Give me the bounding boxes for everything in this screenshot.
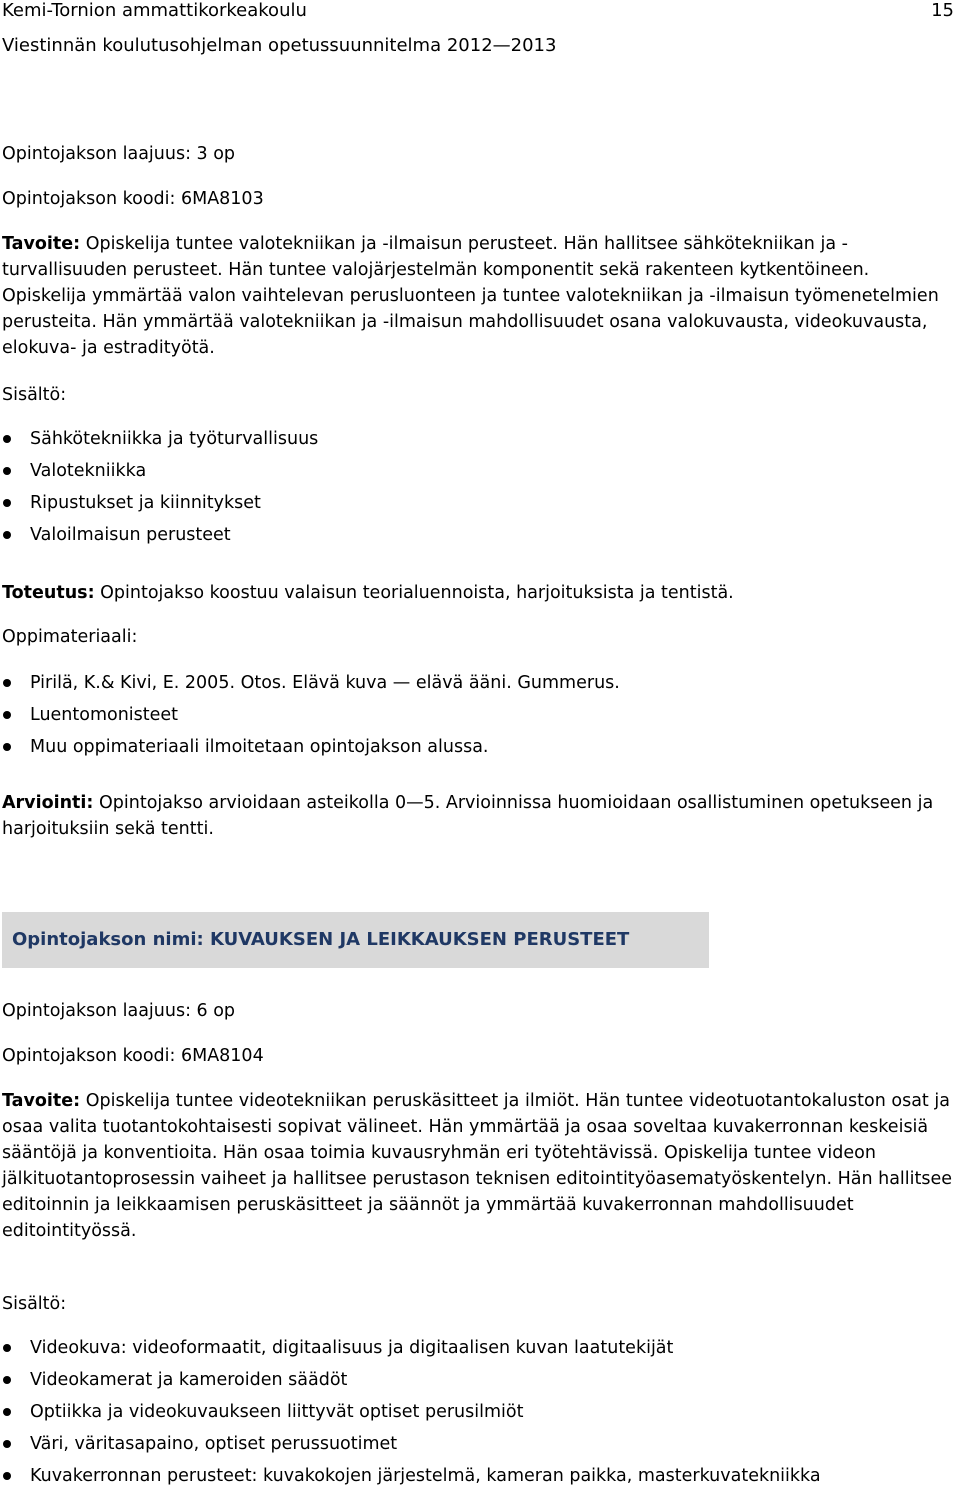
course1-goal-label: Tavoite: xyxy=(2,234,81,254)
course1-implementation-label: Toteutus: xyxy=(2,583,95,603)
list-item: Väri, väritasapaino, optiset perussuotimet xyxy=(0,1431,958,1463)
course1-materials-list xyxy=(0,670,958,766)
list-item: Videokamerat ja kameroiden säädöt xyxy=(0,1367,958,1399)
course1-goal-text: Opiskelija tuntee valotekniikan ja -ilmaisun perusteet. Hän hallitsee sähkötekniikan ja -turvallisuuden perusteet. Hän tuntee valojärjestelmän komponentit sekä rakenteen kytkentöineen. Opiskelija ymmärtää valon vaihtelevan perusluonteen ja tuntee valotekniikan ja -ilmaisun työmenetelmien perusteita. Hän ymmärtää valotekniikan ja -ilmaisun mahdollisuudet osana valokuvausta, videokuvausta, elokuva- ja estradityötä. xyxy=(2,234,939,358)
course2-code: Opintojakson koodi: 6MA8104 xyxy=(2,1046,264,1066)
course2-name-label: Opintojakson nimi: xyxy=(12,929,204,950)
course1-code: Opintojakson koodi: 6MA8103 xyxy=(2,189,264,209)
course1-assessment-text: Opintojakso arvioidaan asteikolla 0—5. Arvioinnissa huomioidaan osallistuminen opetukseen ja harjoituksiin sekä tentti. xyxy=(2,793,934,839)
list-item: Kuvakerronnan perusteet: kuvakokojen järjestelmä, kameran paikka, masterkuvatekniikka xyxy=(0,1463,958,1495)
list-item: Luentomonisteet xyxy=(0,702,958,734)
list-item: Pirilä, K.& Kivi, E. 2005. Otos. Elävä kuva — elävä ääni. Gummerus. xyxy=(0,670,958,702)
course1-materials-label: Oppimateriaali: xyxy=(2,627,138,647)
course1-scope: Opintojakson laajuus: 3 op xyxy=(2,144,236,164)
course2-title-box xyxy=(2,912,709,968)
list-item: Muu oppimateriaali ilmoitetaan opintojakson alussa. xyxy=(0,734,958,766)
course1-assessment xyxy=(2,790,958,842)
list-item: Valotekniikka xyxy=(0,458,958,490)
course2-scope: Opintojakson laajuus: 6 op xyxy=(2,1001,236,1021)
course1-content-label: Sisältö: xyxy=(2,385,67,405)
course2-goal-text: Opiskelija tuntee videotekniikan peruskäsitteet ja ilmiöt. Hän tuntee videotuotantokaluston osat ja osaa valita tuotantokohtaisesti sopivat välineet. Hän ymmärtää ja osaa soveltaa kuvakerronnan keskeisiä sääntöjä ja konventioita. Hän osaa toimia kuvausryhmän eri työtehtävissä. Opiskelija tuntee videon jälkituotantoprosessin vaiheet ja hallitsee perustason teknisen editointityöasematyöskentelyn. Hän hallitsee editoinnin ja leikkaamisen peruskäsitteet ja säännöt ja ymmärtää kuvakerronnan mahdollisuudet editointityössä. xyxy=(2,1091,953,1241)
course2-goal-label: Tavoite: xyxy=(2,1091,81,1111)
course1-assessment-label: Arviointi: xyxy=(2,793,94,813)
course2-content-label: Sisältö: xyxy=(2,1294,67,1314)
header-curriculum: Viestinnän koulutusohjelman opetussuunnitelma 2012—2013 xyxy=(2,35,557,56)
course2-content-list xyxy=(0,1335,958,1495)
list-item: Valoilmaisun perusteet xyxy=(0,522,958,554)
course1-goal xyxy=(2,231,958,361)
course2-title xyxy=(12,928,629,952)
list-item: Optiikka ja videokuvaukseen liittyvät optiset perusilmiöt xyxy=(0,1399,958,1431)
list-item: Videokuva: videoformaatit, digitaalisuus ja digitaalisen kuvan laatutekijät xyxy=(0,1335,958,1367)
page-number: 15 xyxy=(931,0,954,21)
course1-implementation-text: Opintojakso koostuu valaisun teorialuennoista, harjoituksista ja tentistä. xyxy=(94,583,734,603)
list-item: Ripustukset ja kiinnitykset xyxy=(0,490,958,522)
course1-implementation xyxy=(2,580,958,606)
course2-goal xyxy=(2,1088,958,1244)
course1-content-list xyxy=(0,426,958,554)
course2-name: KUVAUKSEN JA LEIKKAUKSEN PERUSTEET xyxy=(203,929,630,950)
list-item: Sähkötekniikka ja työturvallisuus xyxy=(0,426,958,458)
header-institution: Kemi-Tornion ammattikorkeakoulu xyxy=(2,0,307,21)
